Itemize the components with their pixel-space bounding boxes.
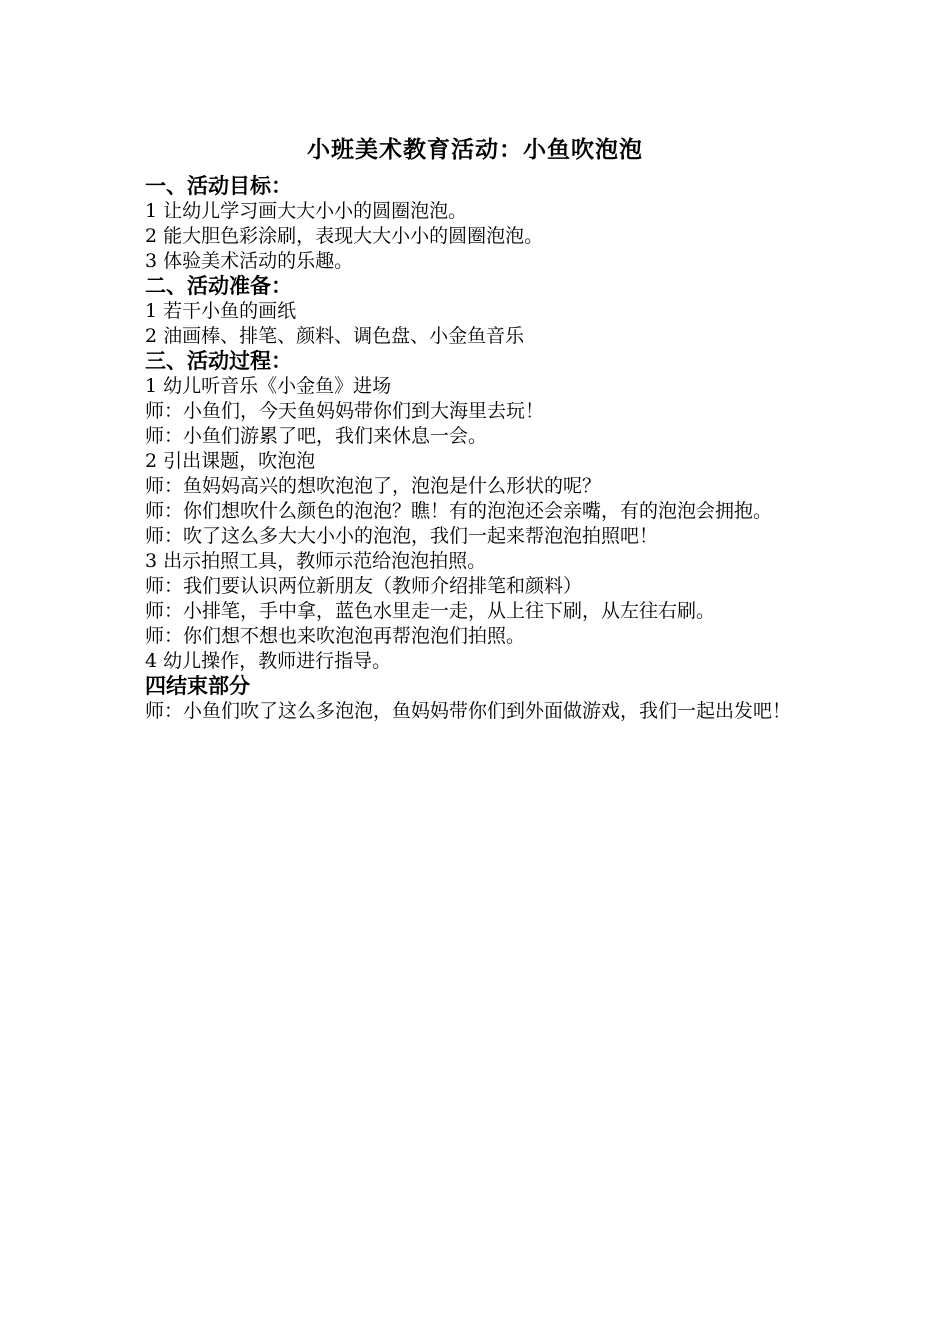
- process-line: 师：小鱼们游累了吧，我们来休息一会。: [145, 425, 488, 447]
- document-body: [145, 174, 810, 724]
- section-heading-preparation: 二、活动准备：: [145, 274, 292, 298]
- process-line: 1 幼儿听音乐《小金鱼》进场: [145, 375, 392, 397]
- goal-line: 2 能大胆色彩涂刷，表现大大小小的圆圈泡泡。: [145, 225, 544, 247]
- section-heading-process: 三、活动过程：: [145, 349, 292, 373]
- process-line: 师：我们要认识两位新朋友（教师介绍排笔和颜料）: [145, 575, 583, 597]
- process-line: 4 幼儿操作，教师进行指导。: [145, 650, 392, 672]
- section-heading-ending: 四结束部分: [145, 674, 250, 698]
- section-heading-goals: 一、活动目标：: [145, 174, 292, 198]
- process-line: 师：小鱼们，今天鱼妈妈带你们到大海里去玩！: [145, 400, 545, 422]
- process-line: 师：你们想吹什么颜色的泡泡？瞧！有的泡泡还会亲嘴，有的泡泡会拥抱。: [145, 500, 773, 522]
- goal-line: 1 让幼儿学习画大大小小的圆圈泡泡。: [145, 200, 468, 222]
- process-line: 师：你们想不想也来吹泡泡再帮泡泡们拍照。: [145, 625, 526, 647]
- process-line: 师：小排笔，手中拿，蓝色水里走一走，从上往下刷，从左往右刷。: [145, 600, 716, 622]
- process-line: 3 出示拍照工具，教师示范给泡泡拍照。: [145, 550, 487, 572]
- preparation-line: 2 油画棒、排笔、颜料、调色盘、小金鱼音乐: [145, 325, 525, 347]
- process-line: 师：吹了这么多大大小小的泡泡，我们一起来帮泡泡拍照吧！: [145, 525, 659, 547]
- ending-line: 师：小鱼们吹了这么多泡泡，鱼妈妈带你们到外面做游戏，我们一起出发吧！: [145, 700, 792, 722]
- process-line: 师：鱼妈妈高兴的想吹泡泡了，泡泡是什么形状的呢？: [145, 475, 602, 497]
- preparation-line: 1 若干小鱼的画纸: [145, 300, 297, 322]
- process-line: 2 引出课题，吹泡泡: [145, 450, 316, 472]
- goal-line: 3 体验美术活动的乐趣。: [145, 250, 354, 272]
- document-title: 小班美术教育活动：小鱼吹泡泡: [307, 136, 643, 163]
